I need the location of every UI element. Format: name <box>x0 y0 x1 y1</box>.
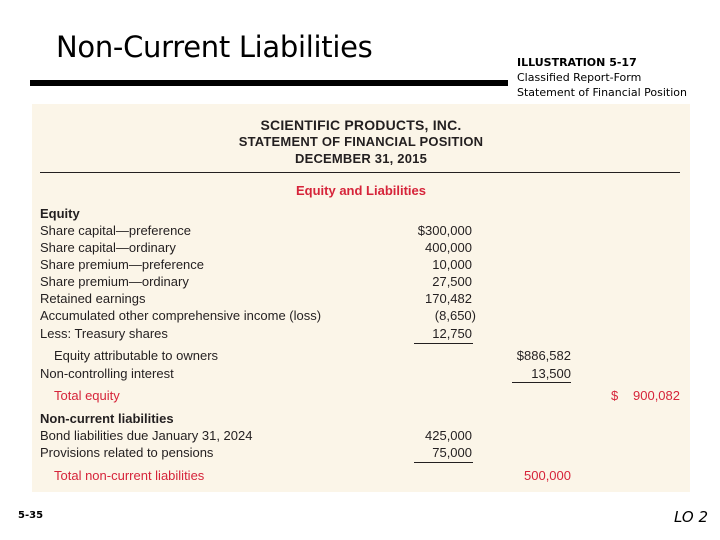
owners-amount: $886,582 <box>516 348 571 363</box>
ncl-heading: Non-current liabilities <box>40 411 174 426</box>
total-equity-label: Total equity <box>54 388 120 403</box>
equity-item-amount: 27,500 <box>432 274 472 289</box>
equity-item-label: Share capital—preference <box>40 223 192 238</box>
statement-title: STATEMENT OF FINANCIAL POSITION <box>238 134 484 149</box>
section-heading: Equity and Liabilities <box>295 183 427 198</box>
illustration-caption-line-2: Statement of Financial Position <box>517 86 687 99</box>
equity-item-label: Less: Treasury shares <box>40 326 168 341</box>
ncl-item-amount: 75,000 <box>432 445 472 460</box>
equity-item-amount: 12,750 <box>432 326 472 341</box>
total-ncl-label: Total non-current liabilities <box>54 468 205 483</box>
equity-item-label: Retained earnings <box>40 291 146 306</box>
nci-amount: 13,500 <box>531 366 571 381</box>
equity-heading: Equity <box>40 206 80 221</box>
total-equity-currency: $ <box>611 388 619 403</box>
statement-panel <box>32 104 690 492</box>
total-ncl-amount: 500,000 <box>524 468 571 483</box>
nci-label: Non-controlling interest <box>40 366 174 381</box>
page-number: 5-35 <box>18 510 44 521</box>
equity-item-amount: $300,000 <box>417 223 472 238</box>
equity-item-label: Share premium—preference <box>40 257 205 272</box>
equity-item-label: Share capital—ordinary <box>40 240 176 255</box>
equity-item-label: Accumulated other comprehensive income (loss) <box>40 308 322 323</box>
equity-item-label: Share premium—ordinary <box>40 274 189 289</box>
subtotal-rule <box>414 462 473 463</box>
equity-item-amount: 10,000 <box>432 257 472 272</box>
illustration-caption <box>517 55 687 100</box>
ncl-item-label: Provisions related to pensions <box>40 445 214 460</box>
slide-title: Non-Current Liabilities <box>56 30 373 64</box>
ncl-item-amount: 425,000 <box>425 428 472 443</box>
header-rule <box>40 172 680 173</box>
illustration-caption-line-1: Classified Report-Form <box>517 71 642 84</box>
owners-label: Equity attributable to owners <box>54 348 219 363</box>
equity-item-amount: 170,482 <box>425 291 472 306</box>
equity-item-amount: 400,000 <box>425 240 472 255</box>
equity-item-amount: (8,650) <box>434 308 476 323</box>
illustration-number: ILLUSTRATION 5-17 <box>517 56 637 69</box>
statement-date: DECEMBER 31, 2015 <box>294 151 427 166</box>
title-underline-bar <box>30 80 508 86</box>
ncl-item-label: Bond liabilities due January 31, 2024 <box>40 428 253 443</box>
total-equity-amount: 900,082 <box>633 388 680 403</box>
subtotal-rule <box>512 382 571 383</box>
company-name: SCIENTIFIC PRODUCTS, INC. <box>260 117 462 133</box>
learning-objective: LO 2 <box>673 508 708 526</box>
subtotal-rule <box>414 343 473 344</box>
